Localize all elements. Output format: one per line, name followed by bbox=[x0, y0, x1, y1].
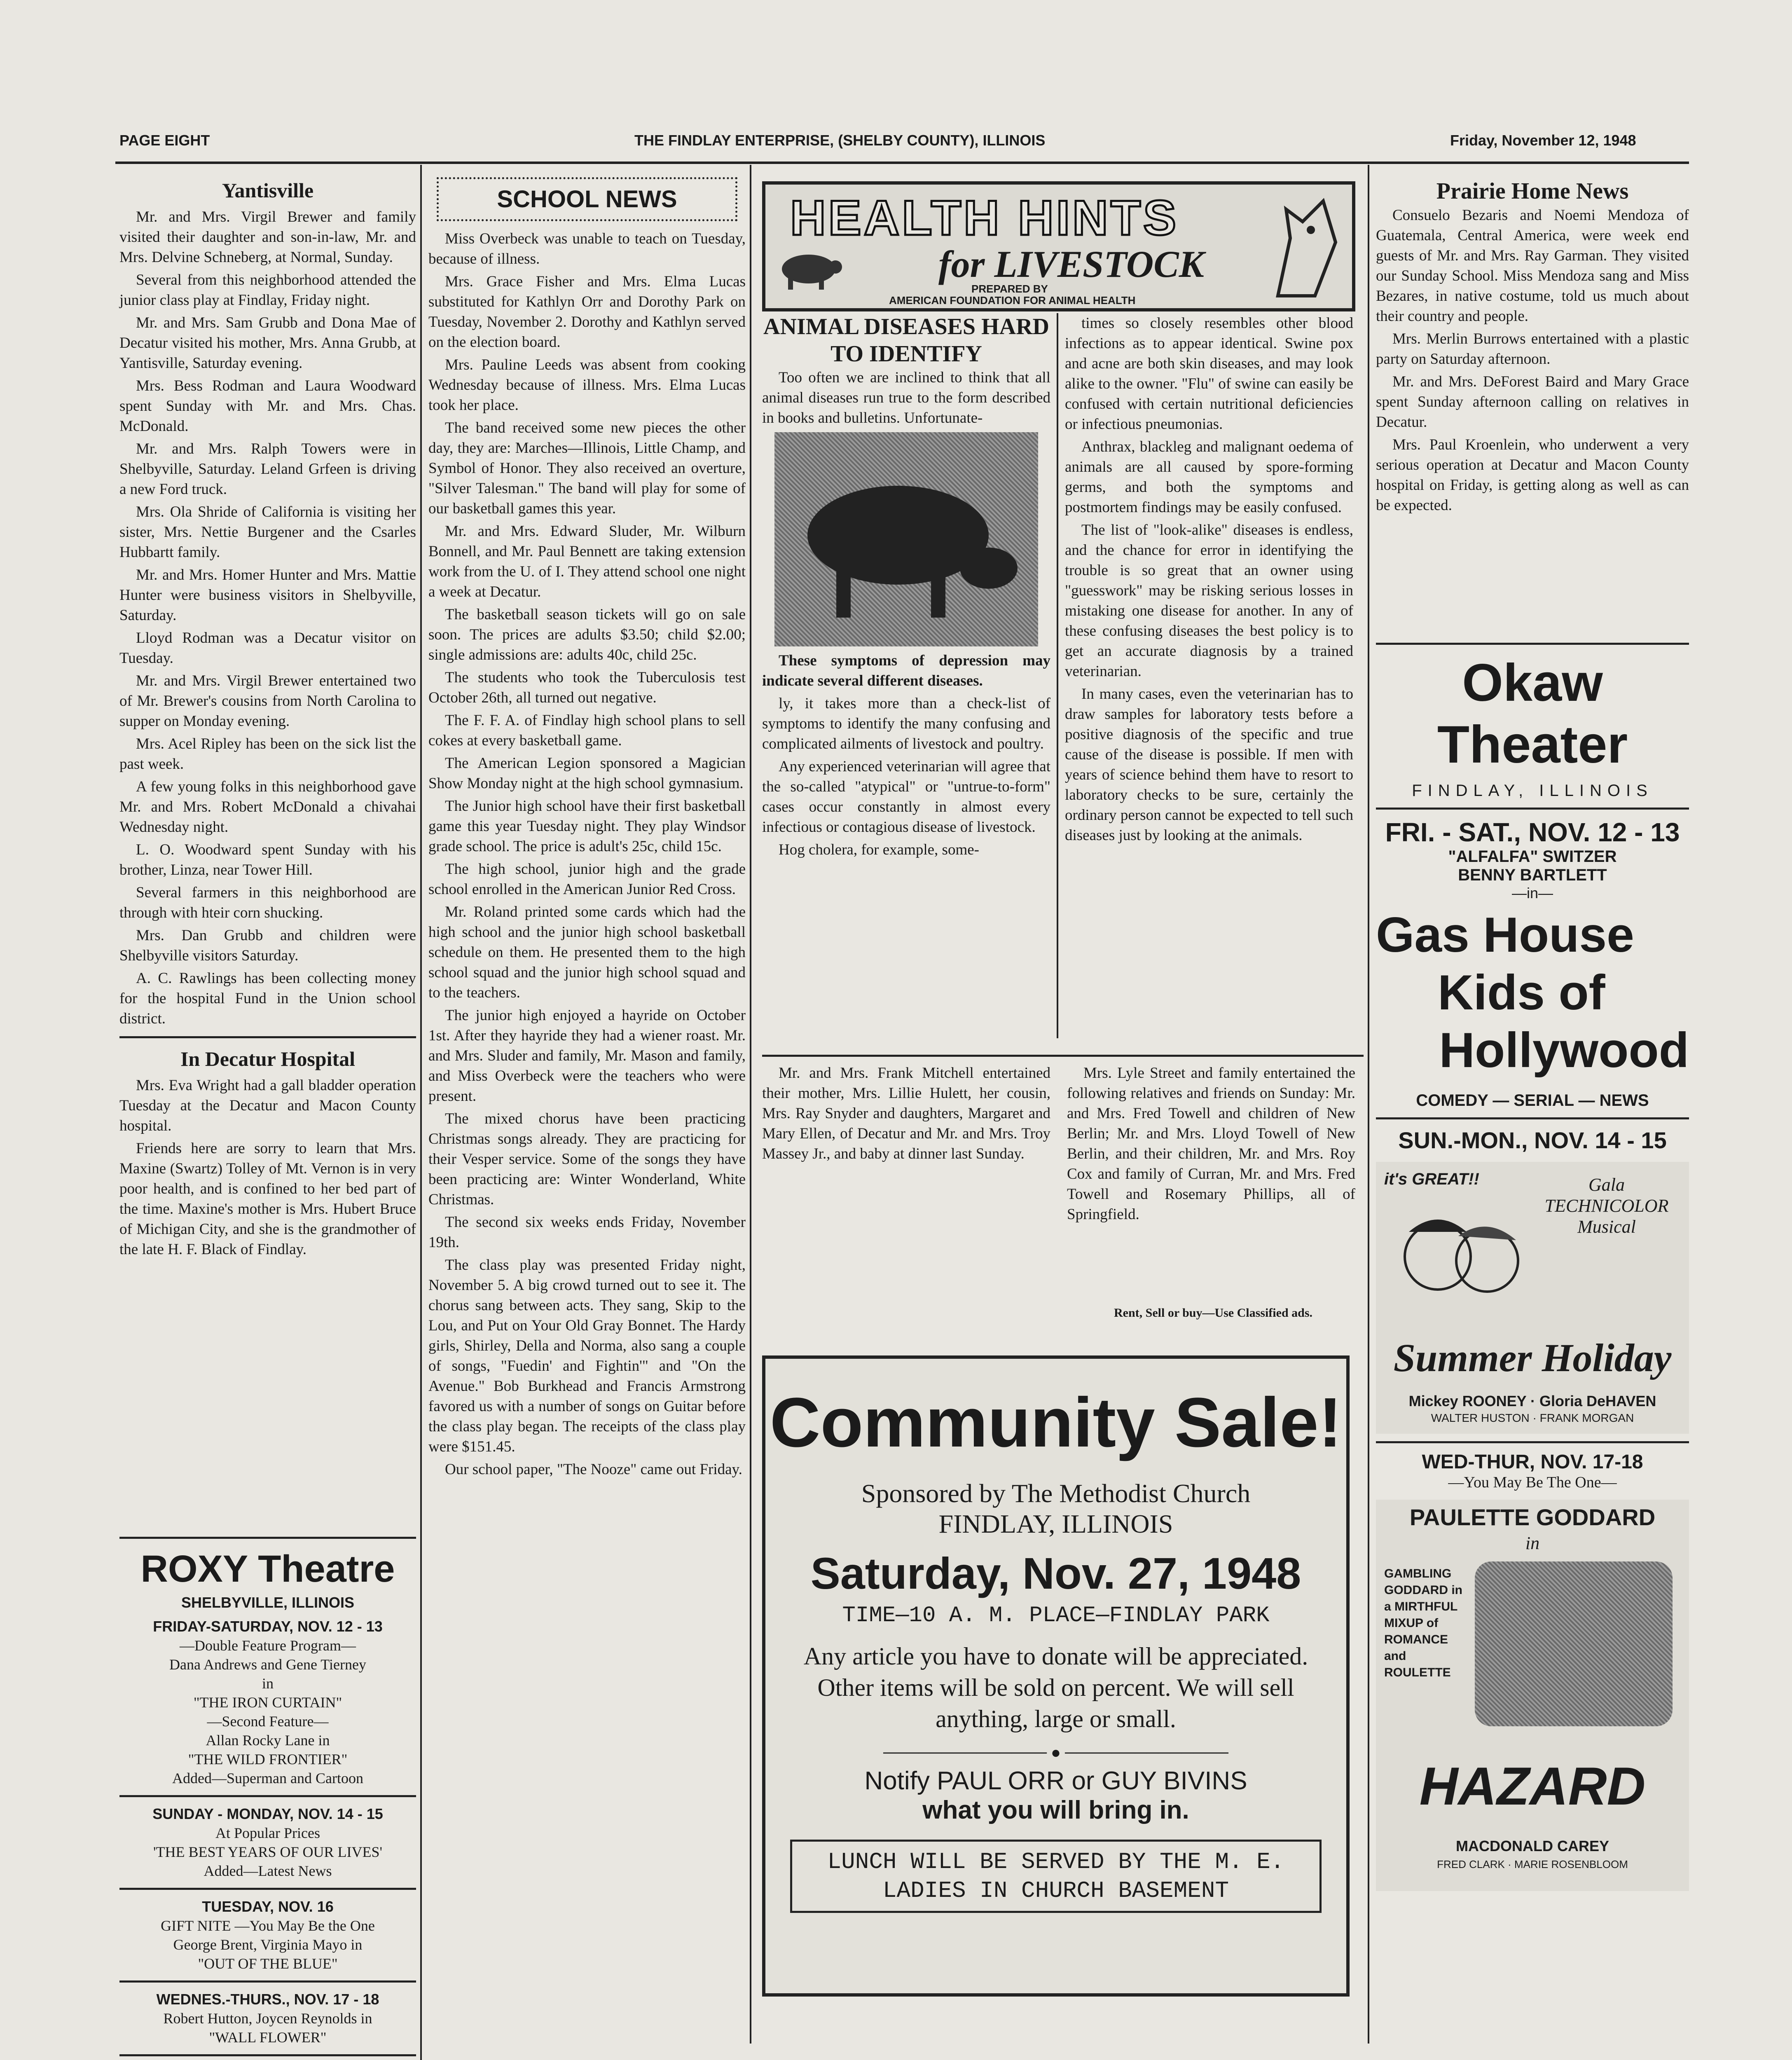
news-paragraph: Mrs. Grace Fisher and Mrs. Elma Lucas substituted for Kathlyn Orr and Dorothy Park on Tuesday, November 2. Dorothy and Kathlyn served on the election board. bbox=[428, 273, 746, 351]
prairie-home-news bbox=[1376, 177, 1689, 634]
news-paragraph: Mrs. Pauline Leeds was absent from cooking Wednesday because of illness. Mrs. Elma Lucas took her place. bbox=[428, 356, 746, 414]
news-paragraph: Friends here are sorry to learn that Mrs. Maxine (Swartz) Tolley of Mt. Vernon is in very poor health, and is confined to her bed part of the time. Maxine's mother is Mrs. Hubert Bruce of Michigan City, and she is the grandmother of the late H. F. Black of Findlay. bbox=[119, 1140, 416, 1258]
health-headline: ANIMAL DISEASES HARD TO IDENTIFY bbox=[763, 314, 1049, 367]
health-hints-banner bbox=[762, 181, 1355, 311]
poster2-cast-2: FRED CLARK · MARIE ROSENBLOOM bbox=[1437, 1858, 1628, 1870]
sale-date: Saturday, Nov. 27, 1948 bbox=[810, 1548, 1301, 1598]
article-paragraph: In many cases, even the veterinarian has to draw samples for laboratory tests before a positive diagnosis of the specific and true cause of the disease is possible. If men with years of science behind them have to resort to laboratory checks to be sure, certainly the ordinary person cannot be expected to tell such diseases just by looking at the animals. bbox=[1065, 686, 1353, 844]
divider bbox=[119, 1980, 416, 1983]
news-paragraph: The F. F. A. of Findlay high school plans to sell cokes at every basketball game. bbox=[428, 712, 746, 749]
health-hints-article bbox=[762, 181, 1355, 1038]
divider bbox=[119, 1795, 416, 1797]
okaw-sun-date: SUN.-MON., NOV. 14 - 15 bbox=[1398, 1127, 1667, 1153]
okaw-title: Okaw Theater bbox=[1437, 653, 1628, 774]
news-paragraph: The class play was presented Friday night, November 5. A big crowd turned out to see it. The chorus sang between acts. They sang, Skip to the Lou, and Put on Your Old Gray Bonnet. The Hardy girls, Shirley, Della and Norma, also sang a couple of songs, "Fuedin' and Fightin'" and "On the Avenue." Bob Burkhead and Francis Armstrong favored us with a number of songs on Guitar before the class play began. The receipts of the class play were $151.45. bbox=[428, 1257, 746, 1455]
news-paragraph: The band received some new pieces the other day, they are: Marches—Illinois, Little Champ, and Symbol of Honor. They also received an overture, "Silver Talesman." The band will play for some of our basketball games this year. bbox=[428, 419, 746, 517]
article-paragraph: Any experienced veterinarian will agree that the so-called "atypical" or "untrue-to-form" cases occur constantly in almost every infectious or contagious disease of livestock. bbox=[762, 758, 1050, 836]
news-paragraph: Mr. and Mrs. Homer Hunter and Mrs. Mattie Hunter were business visitors in Shelbyville, Saturday. bbox=[119, 566, 416, 624]
listing-line: "WALL FLOWER" bbox=[209, 2029, 327, 2046]
pig-icon bbox=[774, 246, 844, 292]
news-paragraph: A few young folks in this neighborhood gave Mr. and Mrs. Robert McDonald a chivahai Wednesday night. bbox=[119, 778, 416, 836]
yantisville-title: Yantisville bbox=[222, 179, 314, 202]
summer-holiday-poster bbox=[1376, 1162, 1689, 1434]
page-number: PAGE EIGHT bbox=[119, 132, 210, 149]
column-rule bbox=[420, 165, 422, 2060]
news-paragraph: The high school, junior high and the grade school enrolled in the American Junior Red Cross. bbox=[428, 861, 746, 898]
hazard-poster bbox=[1376, 1500, 1689, 1891]
listing-date: WEDNES.-THURS., NOV. 17 - 18 bbox=[156, 1991, 379, 2008]
listing-date: FRIDAY-SATURDAY, NOV. 12 - 13 bbox=[153, 1618, 383, 1635]
masthead-rule bbox=[115, 162, 1689, 164]
okaw-in: —in— bbox=[1511, 885, 1553, 901]
news-paragraph: Mr. and Mrs. Virgil Brewer entertained two of Mr. Brewer's cousins from North Carolina to supper on Monday evening. bbox=[119, 672, 416, 730]
health-hints-title: HEALTH HINTS bbox=[790, 190, 1179, 246]
news-paragraph: Mrs. Ola Shride of California is visiting her sister, Mrs. Nettie Burgener and the Csarles Hubbartt family. bbox=[119, 503, 416, 561]
news-paragraph: The students who took the Tuberculosis test October 26th, all turned out negative. bbox=[428, 669, 746, 706]
news-paragraph: Mrs. Paul Kroenlein, who underwent a very serious operation at Decatur and Macon County hospital on Friday, is getting along as well as can be expected. bbox=[1376, 436, 1689, 514]
poster2-cast: MACDONALD CAREY bbox=[1456, 1838, 1609, 1854]
foundation-name: AMERICAN FOUNDATION FOR ANIMAL HEALTH bbox=[889, 294, 1136, 307]
news-paragraph: The second six weeks ends Friday, November 19th. bbox=[428, 1214, 746, 1251]
listing-date: SUNDAY - MONDAY, NOV. 14 - 15 bbox=[152, 1805, 383, 1822]
news-paragraph: Mr. Roland printed some cards which had the high school and the junior high school basketball schedule on them. He presented them to the high school squad and the junior high school squad and to the teachers. bbox=[428, 904, 746, 1001]
news-paragraph: Lloyd Rodman was a Decatur visitor on Tuesday. bbox=[119, 630, 416, 667]
listing-line: Added—Latest News bbox=[204, 1863, 332, 1879]
hospital-body bbox=[119, 1075, 416, 1259]
poster-cast: Mickey ROONEY · Gloria DeHAVEN bbox=[1408, 1393, 1656, 1409]
poster-tag: it's GREAT!! bbox=[1384, 1170, 1479, 1188]
article-paragraph: times so closely resembles other blood infections as to appear identical. Swine pox and acne are both skin diseases, and may look alike to the owner. "Flu" of swine can easily be confused with certain nutritional deficiencies or infectious pneumonias. bbox=[1065, 315, 1353, 433]
ornament-divider: ────────────── ● ────────────── bbox=[883, 1743, 1228, 1762]
news-paragraph: Mrs. Dan Grubb and children were Shelbyville visitors Saturday. bbox=[119, 927, 416, 964]
yantisville-column bbox=[119, 177, 416, 1258]
news-paragraph: The mixed chorus have been practicing Christmas songs already. They are practicing for their Vesper service. Some of the songs they have been practicing are: Winter Wonderland, White Christmas. bbox=[428, 1110, 746, 1208]
divider bbox=[1376, 1117, 1689, 1119]
poster2-photo bbox=[1475, 1561, 1673, 1726]
prepared-by: PREPARED BY bbox=[971, 283, 1048, 295]
divider bbox=[119, 1888, 416, 1890]
sponsor: Sponsored by The Methodist Church bbox=[861, 1479, 1251, 1508]
listing-line: Dana Andrews and Gene Tierney bbox=[169, 1656, 366, 1673]
okaw-extras: COMEDY — SERIAL — NEWS bbox=[1416, 1091, 1649, 1110]
theatre-listings bbox=[119, 1537, 416, 2060]
listing-line: George Brent, Virginia Mayo in bbox=[173, 1936, 363, 1953]
divider bbox=[119, 1537, 416, 1539]
okaw-location: FINDLAY, ILLINOIS bbox=[1412, 782, 1653, 800]
listing-line: "THE IRON CURTAIN" bbox=[193, 1694, 342, 1711]
article-paragraph: The list of "look-alike" diseases is endless, and the chance for error in identifying the trouble is so great that an owner using "guesswork" may be risking serious losses in mistaking one disease for another. In any of these confusing diseases the best policy is to get an accurate diagnosis by a trained veterinarian. bbox=[1065, 522, 1353, 680]
school-news-column bbox=[428, 177, 746, 2039]
roxy-location: SHELBYVILLE, ILLINOIS bbox=[181, 1594, 355, 1611]
prairie-title: Prairie Home News bbox=[1436, 178, 1629, 204]
sick-hog-photo bbox=[774, 432, 1038, 646]
community-sale-ad bbox=[762, 1355, 1350, 1997]
mitchell-paragraph: Mr. and Mrs. Frank Mitchell entertained their mother, Mrs. Lillie Hulett, her cousin, Mrs. Ray Snyder and daughters, Margaret and Mary Ellen, of Decatur and Mr. and Mrs. Troy Massey Jr., and baby at dinner last Sunday. bbox=[762, 1065, 1050, 1162]
news-paragraph: The American Legion sponsored a Magician Show Monday night at the high school gymnasium. bbox=[428, 755, 746, 792]
divider bbox=[762, 1055, 1364, 1057]
listing-line: Added—Superman and Cartoon bbox=[172, 1770, 363, 1786]
news-paragraph: Mr. and Mrs. Virgil Brewer and family visited their daughter and son-in-law, Mr. and Mrs. Delvine Schneberg, at Normal, Sunday. bbox=[119, 208, 416, 266]
health-intro: Too often we are inclined to think that all animal diseases run true to the form described in books and bulletins. Unfortunate- bbox=[762, 369, 1050, 426]
news-paragraph: Mr. and Mrs. Edward Sluder, Mr. Wilburn Bonnell, and Mr. Paul Bennett are taking extension work from the U. of I. They attend school one night a week at Decatur. bbox=[428, 523, 746, 600]
poster-title: Summer Holiday bbox=[1393, 1336, 1672, 1380]
okaw-film-line3: Hollywood bbox=[1439, 1023, 1689, 1078]
okaw-fri-date: FRI. - SAT., NOV. 12 - 13 bbox=[1385, 817, 1680, 847]
news-paragraph: Mrs. Acel Ripley has been on the sick list the past week. bbox=[119, 735, 416, 772]
listing-line: 'THE BEST YEARS OF OUR LIVES' bbox=[153, 1844, 382, 1860]
listing-line: in bbox=[262, 1675, 274, 1692]
poster2-title: HAZARD bbox=[1419, 1756, 1646, 1816]
health-right-column bbox=[1065, 313, 1353, 848]
school-news-title: SCHOOL NEWS bbox=[497, 186, 677, 213]
news-paragraph: L. O. Woodward spent Sunday with his brother, Linza, near Tower Hill. bbox=[119, 841, 416, 878]
news-paragraph: Several from this neighborhood attended the junior class play at Findlay, Friday night. bbox=[119, 272, 416, 309]
poster-cast-2: WALTER HUSTON · FRANK MORGAN bbox=[1431, 1412, 1634, 1424]
column-rule bbox=[1057, 313, 1058, 1038]
okaw-film-line1: Gas House bbox=[1376, 907, 1634, 962]
sale-description: Any article you have to donate will be appreciated. Other items will be sold on percent. We will sell anything, large or small. bbox=[803, 1643, 1308, 1732]
divider bbox=[1376, 1441, 1689, 1443]
poster-gala: Gala TECHNICOLOR Musical bbox=[1544, 1175, 1669, 1237]
listing-line: "OUT OF THE BLUE" bbox=[198, 1955, 338, 1972]
divider bbox=[1376, 643, 1689, 645]
listing-line: —Double Feature Program— bbox=[180, 1637, 356, 1654]
divider bbox=[119, 1036, 416, 1038]
poster2-blurb: GAMBLING GODDARD in a MIRTHFUL MIXUP of ROMANCE and ROULETTE bbox=[1384, 1567, 1462, 1679]
news-paragraph: Mr. and Mrs. DeForest Baird and Mary Grace spent Sunday afternoon calling on relatives in Decatur. bbox=[1376, 373, 1689, 431]
listing-line: "THE WILD FRONTIER" bbox=[188, 1751, 348, 1767]
lunch-notice: LUNCH WILL BE SERVED BY THE M. E. LADIES IN CHURCH BASEMENT bbox=[827, 1849, 1284, 1904]
roxy-title: ROXY Theatre bbox=[140, 1548, 395, 1590]
news-paragraph: The junior high enjoyed a hayride on October 1st. After they hayride they had a wiener roast. Mr. and Mrs. Sluder and family, Mr. Mason and family, and Miss Overbeck were the teachers who were present. bbox=[428, 1007, 746, 1105]
street-note bbox=[1067, 1063, 1355, 1294]
news-paragraph: Our school paper, "The Nooze" came out Friday. bbox=[445, 1461, 742, 1478]
community-sale-title: Community Sale! bbox=[770, 1383, 1342, 1462]
issue-date: Friday, November 12, 1948 bbox=[1450, 132, 1636, 149]
okaw-stars-2: BENNY BARTLETT bbox=[1458, 866, 1607, 884]
okaw-theater-ad bbox=[1376, 643, 1689, 2044]
news-paragraph: Mrs. Eva Wright had a gall bladder operation Tuesday at the Decatur and Macon County hospital. bbox=[119, 1077, 416, 1134]
news-paragraph: The Junior high school have their first basketball game this year Tuesday night. They play Windsor grade school. The price is adult's 25c, child 15c. bbox=[428, 798, 746, 855]
listing-line: —Second Feature— bbox=[207, 1713, 329, 1730]
hog-icon bbox=[774, 432, 1038, 646]
school-news-body bbox=[428, 229, 746, 1479]
okaw-film-line2: Kids of bbox=[1438, 965, 1605, 1020]
news-paragraph: Mr. and Mrs. Ralph Towers were in Shelbyville, Saturday. Leland Grfeen is driving a new Ford truck. bbox=[119, 440, 416, 498]
paper-title: THE FINDLAY ENTERPRISE, (SHELBY COUNTY), ILLINOIS bbox=[634, 132, 1046, 149]
okaw-wed-date: WED-THUR, NOV. 17-18 bbox=[1422, 1451, 1643, 1473]
article-paragraph: Anthrax, blackleg and malignant oedema of animals are all caused by spore-forming germs, and both the symptoms and postmortem findings may be easily confused. bbox=[1065, 438, 1353, 516]
mitchell-note bbox=[762, 1063, 1050, 1261]
roxy-listings bbox=[119, 1617, 416, 2047]
listing-line: At Popular Prices bbox=[215, 1825, 320, 1841]
column-rule bbox=[750, 165, 751, 2044]
news-paragraph: Several farmers in this neighborhood are through with hteir corn shucking. bbox=[119, 884, 416, 921]
poster2-in: in bbox=[1525, 1533, 1540, 1553]
news-paragraph: The basketball season tickets will go on sale soon. The prices are adults $3.50; child $2.00; single admissions are: adults 40c, child 25c. bbox=[428, 606, 746, 663]
article-paragraph: Hog cholera, for example, some- bbox=[779, 841, 979, 858]
lunch-box bbox=[790, 1840, 1322, 1913]
health-hints-subtitle: for LIVESTOCK bbox=[938, 243, 1205, 285]
news-paragraph: Mrs. Bess Rodman and Laura Woodward spent Sunday with Mr. and Mrs. Chas. McDonald. bbox=[119, 377, 416, 435]
column-rule bbox=[1368, 165, 1369, 2044]
divider bbox=[1376, 808, 1689, 810]
listing-line: Robert Hutton, Joycen Reynolds in bbox=[163, 2010, 372, 2027]
yantisville-body bbox=[119, 207, 416, 1029]
listing-line: GIFT NITE —You May Be the One bbox=[161, 1917, 375, 1934]
school-news-header bbox=[437, 177, 737, 221]
divider bbox=[119, 2054, 416, 2056]
classified-ad-note: Rent, Sell or buy—Use Classified ads. bbox=[1114, 1306, 1312, 1320]
news-paragraph: A. C. Rawlings has been collecting money for the hospital Fund in the Union school district. bbox=[119, 970, 416, 1027]
poster2-star: PAULETTE GODDARD bbox=[1409, 1504, 1656, 1530]
article-paragraph: ly, it takes more than a check-list of symptoms to identify the many confusing and complicated ailments of livestock and poultry. bbox=[762, 695, 1050, 752]
listing-line: Allan Rocky Lane in bbox=[206, 1732, 330, 1749]
sale-time-place: TIME—10 A. M. PLACE—FINDLAY PARK bbox=[842, 1603, 1270, 1628]
listing-date: TUESDAY, NOV. 16 bbox=[202, 1898, 334, 1915]
hospital-title: In Decatur Hospital bbox=[180, 1047, 356, 1070]
masthead bbox=[119, 132, 1685, 157]
photo-caption: These symptoms of depression may indicate several different diseases. bbox=[762, 652, 1050, 689]
notify-line2: what you will bring in. bbox=[922, 1796, 1189, 1824]
okaw-stars: "ALFALFA" SWITZER bbox=[1448, 847, 1617, 866]
street-paragraph: Mrs. Lyle Street and family entertained the following relatives and friends on Sunday: Mr. and Mrs. Fred Towell and children of New Berlin; Mr. and Mrs. Lloyd Towell of New Berlin, and their children, Mr. and Mrs. Roy Cox and family of Curran, Mr. and Mrs. Fred Towell and Rosemary Phillips, all of Springfield. bbox=[1067, 1065, 1355, 1223]
notify: Notify PAUL ORR or GUY BIVINS bbox=[864, 1767, 1247, 1795]
news-paragraph: Miss Overbeck was unable to teach on Tuesday, because of illness. bbox=[428, 230, 746, 267]
news-paragraph: Mrs. Merlin Burrows entertained with a plastic party on Saturday afternoon. bbox=[1376, 330, 1689, 368]
news-paragraph: Consuelo Bezaris and Noemi Mendoza of Guatemala, Central America, were week end guests of Mr. and Mrs. Ray Garman. They visited our Sunday School. Miss Mendoza sang and Miss Bezares, in native costume, told us much about their country and people. bbox=[1376, 207, 1689, 325]
kissing-couple-icon bbox=[1392, 1207, 1532, 1314]
horse-head-icon bbox=[1261, 193, 1344, 300]
sale-location: FINDLAY, ILLINOIS bbox=[938, 1509, 1173, 1538]
okaw-wed-tag: —You May Be The One— bbox=[1448, 1474, 1617, 1491]
news-paragraph: Mr. and Mrs. Sam Grubb and Dona Mae of Decatur visited his mother, Mrs. Anna Grubb, at Yantisville, Saturday evening. bbox=[119, 314, 416, 372]
health-left-column bbox=[762, 313, 1050, 862]
